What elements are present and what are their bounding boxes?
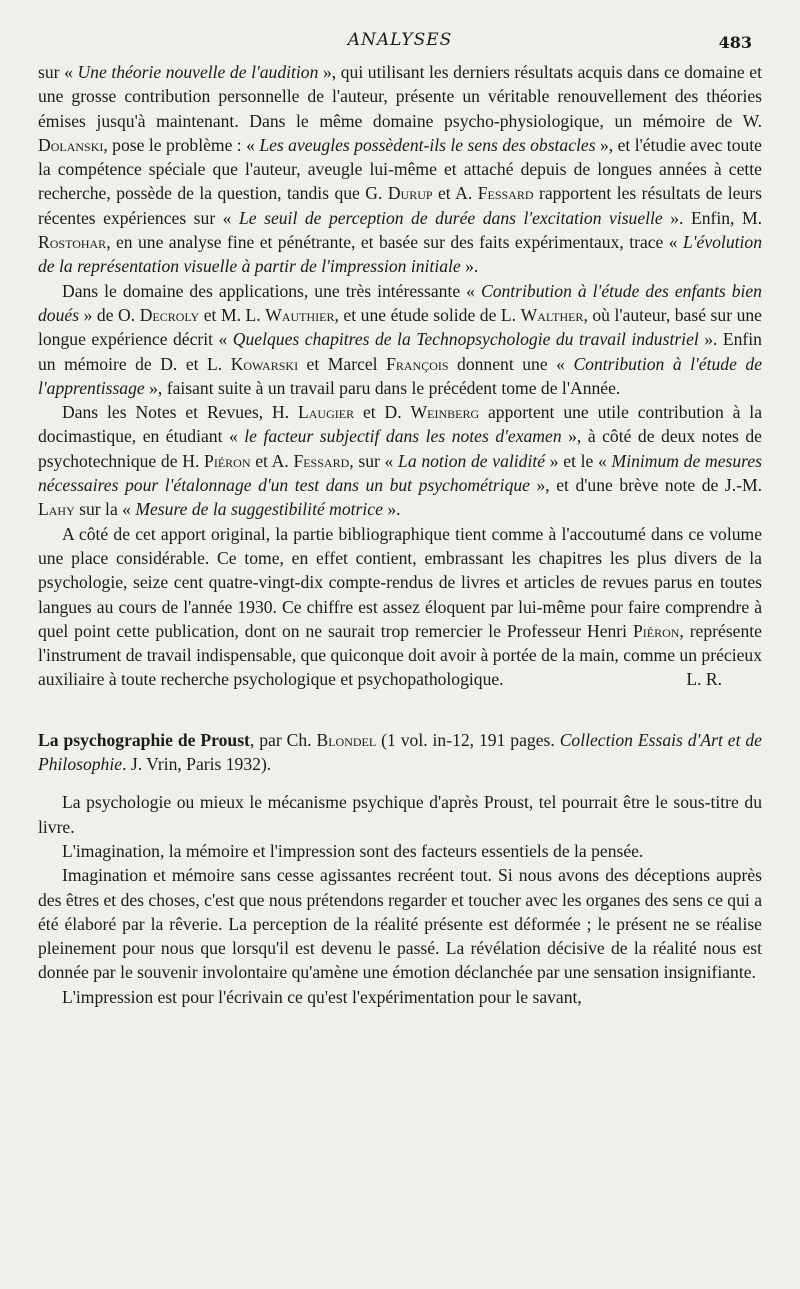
author-name: Rostohar [38,232,107,253]
author-name: Decroly [139,304,200,325]
running-title: ANALYSES [347,30,453,50]
paragraph-2: Dans le domaine des applications, une très intéressante « Contribution à l'étude des enfants bien doués » de O. Decroly et M. L. Wauthier, et une étude solide de L. Walther, où l'auteur, basé sur une longue expérience décrit « Quelques chapitres de la Technopsychologie du travail industriel ». Enfin un mémoire de D. et L. Kowarski et Marcel François donnent une « Contribution à l'étude de l'apprentissage », faisant suite à un travail paru dans le précédent tome de l'Année. [38,280,763,398]
author-name: Weinberg [410,402,480,423]
reviewer-signature: L. R. [686,669,722,690]
author-name: François [386,353,449,374]
author-name: Dolanski [38,134,104,155]
book-author: Blondel [316,729,377,750]
book-title: La psychographie de Proust [38,729,250,750]
book-collection: Collection Essais d'Art et de Philosophie [38,729,762,775]
paragraph-4: A côté de cet apport original, la partie bibliographique tient comme à l'accoutumé dans ce volume une place considérable. Ce tome, en effet contient, embrassant les chapitres les plus divers de la psychologie, seize cent quatre-vingt-dix compte-rendus de livres et articles de revues parus en toutes langues au cours de l'année 1930. Ce chiffre est assez éloquent par lui-même pour faire comprendre à quel point cette publication, dont on ne saurait trop remercier le Professeur Henri Piéron, représente l'instrument de travail indispensable, que quiconque doit avoir à portée de la main, comme un précieux auxiliaire à toute recherche psychologique et psychopathologique. [38,523,762,690]
author-name: Walther [520,304,584,325]
author-name: Lahy [38,499,75,520]
author-name: Laugier [298,402,355,423]
author-name: Kowarski [230,353,299,374]
review-paragraph-4: L'impression est pour l'écrivain ce qu'est l'expérimentation pour le savant, [62,986,582,1007]
book-review-heading: La psychographie de Proust, par Ch. Blondel (1 vol. in-12, 191 pages. Collection Essais d'Art et de Philosophie. J. Vrin, Paris 1932). [38,729,762,775]
section-gap [38,692,762,728]
author-name: Piéron [204,450,251,471]
article-body [38,60,762,1009]
review-paragraph-2: L'imagination, la mémoire et l'impression sont des facteurs essentiels de la pensée. [62,840,644,861]
author-name: Fessard [293,450,350,471]
page-number: 483 [718,33,752,52]
paragraph-3: Dans les Notes et Revues, H. Laugier et D. Weinberg apportent une utile contribution à la docimastique, en étudiant « le facteur subjectif dans les notes d'examen », à côté de deux notes de psychotechnique de H. Piéron et A. Fessard, sur « La notion de validité » et le « Minimum de mesures nécessaires pour l'étalonnage d'un test dans un but psychométrique », et d'une brève note de J.-M. Lahy sur la « Mesure de la suggestibilité motrice ». [38,402,763,520]
paragraph-1: sur « Une théorie nouvelle de l'audition », qui utilisant les derniers résultats acquis dans ce domaine et une grosse contribution personnelle de l'auteur, présente un véritable renouvellement des théories émises jusqu'à maintenant. Dans le même domaine psycho-physiologique, un mémoire de W. Dolanski, pose le problème : « Les aveugles possèdent-ils le sens des obstacles », et l'étudie avec toute la compétence spéciale que l'auteur, aveugle lui-même et attaché depuis de longues années à cette recherche, possède de la question, tandis que G. Durup et A. Fessard rapportent les résultats de leurs récentes expériences sur « Le seuil de perception de durée dans l'excitation visuelle ». Enfin, M. Rostohar, en une analyse fine et pénétrante, et basée sur des faits expérimentaux, trace « L'évolution de la représentation visuelle à partir de l'impression initiale ». [38,62,763,277]
review-paragraph-1: La psychologie ou mieux le mécanisme psychique d'après Proust, tel pourrait être le sous-titre du livre. [38,792,762,837]
author-name: Durup [387,183,433,204]
running-head [38,0,762,60]
review-paragraph-3: Imagination et mémoire sans cesse agissantes recréent tout. Si nous avons des déceptions auprès des êtres et des choses, c'est que nous prétendons regarder et toucher avec les organes des sens ce qui a été élaboré par la rêverie. La perception de la réalité présente est déformée ; le présent ne se réalise pleinement pour nous que lorsqu'il est devenu le passé. La révélation décisive de la réalité nous est donnée par le souvenir involontaire qu'amène une émotion déclanchée par une sensation insignifiante. [38,865,762,983]
author-name: Wauthier [265,304,335,325]
author-name: Fessard [477,183,534,204]
author-name: Piéron [632,620,680,641]
